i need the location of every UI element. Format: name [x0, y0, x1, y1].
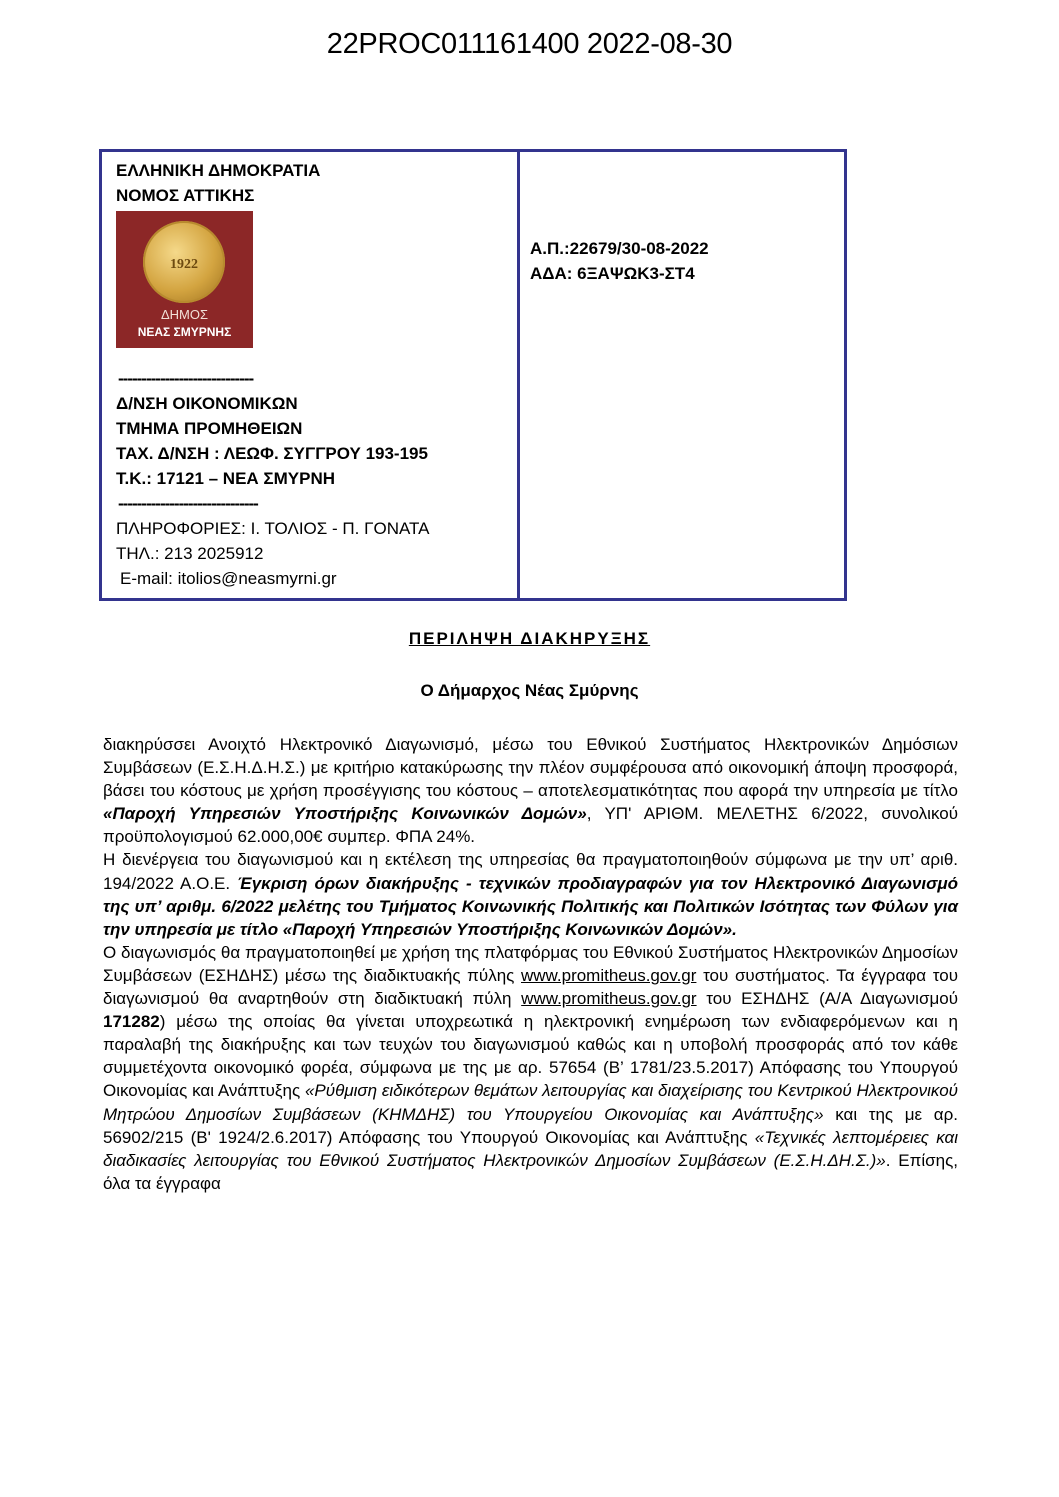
service-title: «Παροχή Υπηρεσιών Υποστήριξης Κοινωνικών Δομών» — [103, 804, 587, 824]
prefecture-name: ΝΟΜΟΣ ΑΤΤΙΚΗΣ — [116, 186, 255, 205]
approval-decision: Έγκριση όρων διακήρυξης - τεχνικών προδιαγραφών για τον Ηλεκτρονικό Διαγωνισμό της υπ’ αριθμ. 6/2022 μελέτης του Τμήματος Κοινωνικής Πολιτικής και Πολιτικών Ισότητας των Φύλων για την υπηρεσία με τίτλο «Παροχή Υπηρεσιών Υποστήριξης Κοινωνικών Δομών». — [103, 873, 958, 939]
tender-number: 171282 — [103, 1012, 160, 1032]
letterhead-box — [99, 149, 847, 601]
paragraph-3: Ο διαγωνισμός θα πραγματοποιηθεί με χρήση της πλατφόρμας του Εθνικού Συστήματος Ηλεκτρονικών Δημοσίων Συμβάσεων (ΕΣΗΔΗΣ) μέσω της διαδικτυακής πύλης www.promitheus.gov.gr του συστήματος. Τα έγγραφα του διαγωνισμού θα αναρτηθούν στη διαδικτυακή πύλη www.promitheus.gov.gr του ΕΣΗΔΗΣ (Α/Α Διαγωνισμού 171282) μέσω της οποίας θα γίνεται υποχρεωτικά η ηλεκτρονική ενημέρωση των ενδιαφερόμενων και η παραλαβή της διακήρυξης και των τευχών του διαγωνισμού καθώς και η υποβολή προσφοράς από τον κάθε συμμετέχοντα οικονομικό φορέα, σύμφωνα με της με αρ. 57654 (Β’ 1781/23.5.2017) Απόφασης του Υπουργού Οικονομίας και Ανάπτυξης «Ρύθμιση ειδικότερων θεμάτων λειτουργίας και διαχείρισης του Κεντρικού Ηλεκτρονικού Μητρώου Δημοσίων Συμβάσεων (ΚΗΜΔΗΣ) του Υπουργείου Οικονομίας και Ανάπτυξης» και της με αρ. 56902/215 (Β' 1924/2.6.2017) Απόφασης του Υπουργού Οικονομίας και Ανάπτυξης «Τεχνικές λεπτομέρειες και διαδικασίες λειτουργίας του Εθνικού Συστήματος Ηλεκτρονικών Δημοσίων Συμβάσεων (Ε.Σ.Η.ΔΗ.Σ.)». Επίσης, όλα τα έγγραφα — [103, 942, 959, 1193]
paragraph-1: διακηρύσσει Ανοιχτό Ηλεκτρονικό Διαγωνισμό, μέσω του Εθνικού Συστήματος Ηλεκτρονικών Δημόσιων Συμβάσεων (Ε.Σ.Η.Δ.Η.Σ.) με κριτήριο κατακύρωσης την πλέον συμφέρουσα από οικονομική άποψη προσφορά, βάσει του κόστους με χρήση προσέγγισης του κόστους – αποτελεσματικότητας που αφορά την υπηρεσία με τίτλο «Παροχή Υπηρεσιών Υποστήριξης Κοινωνικών Δομών», ΥΠ' ΑΡΙΘΜ. ΜΕΛΕΤΗΣ 6/2022, συνολικού προϋπολογισμού 62.000,00€ συμπερ. ΦΠΑ 24%. — [103, 735, 958, 847]
document-title: ΠΕΡΙΛΗΨΗ ΔΙΑΚΗΡΥΞΗΣ — [408, 629, 651, 648]
document-subtitle: Ο Δήμαρχος Νέας Σμύρνης — [420, 681, 639, 700]
ada-code: ΑΔΑ: 6ΞΑΨΩΚ3-ΣΤ4 — [530, 264, 695, 283]
country-name: ΕΛΛΗΝΙΚΗ ΔΗΜΟΚΡΑΤΙΑ — [116, 161, 321, 180]
letterhead-reference — [520, 152, 844, 598]
contact-persons: ΠΛΗΡΟΦΟΡΙΕΣ: Ι. ΤΟΛΙΟΣ - Π. ΓΟΝΑΤΑ — [116, 519, 430, 538]
section-name: ΤΜΗΜΑ ΠΡΟΜΗΘΕΙΩΝ — [116, 419, 303, 438]
document-body — [103, 733, 958, 1195]
postal-address: ΤΑΧ. Δ/ΝΣΗ : ΛΕΩΦ. ΣΥΓΓΡΟΥ 193-195 — [116, 444, 428, 463]
promitheus-link[interactable]: www.promitheus.gov.gr — [521, 965, 697, 985]
separator: ----------------------------- — [118, 369, 254, 388]
contact-email: E-mail: itolios@neasmyrni.gr — [120, 569, 337, 588]
paragraph-2: Η διενέργεια του διαγωνισμού και η εκτέλεση της υπηρεσίας θα πραγματοποιηθούν σύμφωνα με την υπ’ αριθ. 194/2022 Α.Ο.Ε. Έγκριση όρων διακήρυξης - τεχνικών προδιαγραφών για τον Ηλεκτρονικό Διαγωνισμό της υπ’ αριθμ. 6/2022 μελέτης του Τμήματος Κοινωνικής Πολιτικής και Πολιτικών Ισότητας των Φύλων για την υπηρεσία με τίτλο «Παροχή Υπηρεσιών Υποστήριξης Κοινωνικών Δομών». — [103, 850, 958, 939]
coin-emblem-icon: 1922 — [143, 221, 225, 303]
protocol-number: Α.Π.:22679/30-08-2022 — [530, 239, 709, 258]
promitheus-link[interactable]: www.promitheus.gov.gr — [521, 989, 697, 1009]
department-name: Δ/ΝΣΗ ΟΙΚΟΝΟΜΙΚΩΝ — [116, 394, 298, 413]
document-stamp: 22PROC011161400 2022-08-30 — [326, 28, 733, 60]
contact-phone: ΤΗΛ.: 213 2025912 — [116, 544, 264, 563]
postal-code: Τ.Κ.: 17121 – ΝΕΑ ΣΜΥΡΝΗ — [116, 469, 336, 488]
logo-caption-1: ΔΗΜΟΣ — [160, 307, 209, 322]
municipality-logo — [116, 211, 253, 348]
letterhead-issuer — [102, 152, 520, 598]
separator: ------------------------------ — [118, 494, 258, 513]
logo-caption-2: ΝΕΑΣ ΣΜΥΡΝΗΣ — [137, 325, 232, 339]
